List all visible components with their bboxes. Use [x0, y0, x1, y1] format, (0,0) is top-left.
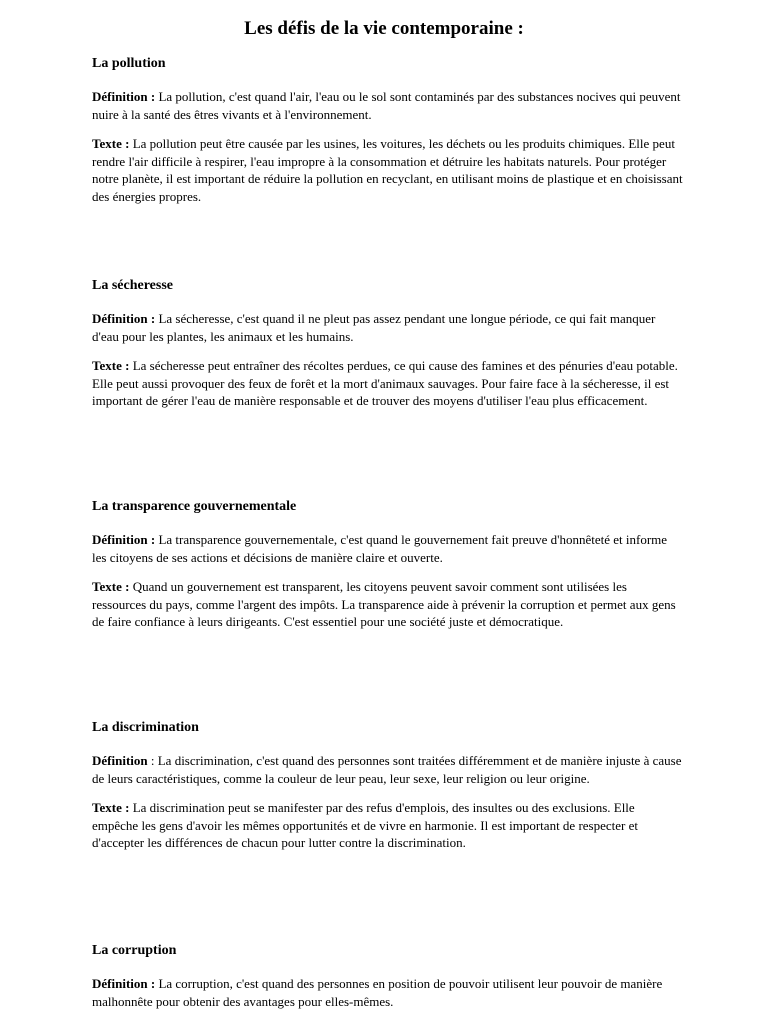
text-body: La sécheresse peut entraîner des récoltes perdues, ce qui cause des famines et des pénuries d'eau potable. Elle peut aussi provoquer des feux de forêt et la mort d'animaux sauvages. Pour faire face à la sécheresse, il est important de gérer l'eau de manière responsable et de trouver des moyens d'utiliser l'eau plus efficacement. [92, 358, 678, 408]
definition-text: La sécheresse, c'est quand il ne pleut pas assez pendant une longue période, ce qui fait manquer d'eau pour les plantes, les animaux et les humains. [92, 311, 656, 344]
section-heading: La pollution [92, 56, 166, 71]
definition-label: Définition : [92, 89, 156, 104]
definition-label: Définition : [92, 976, 156, 991]
definition-label: Définition : [92, 532, 156, 547]
text-label: Texte : [92, 800, 130, 815]
text-label: Texte : [92, 579, 130, 594]
definition-text: La transparence gouvernementale, c'est quand le gouvernement fait preuve d'honnêteté et informe les citoyens de ses actions et décisions de manière claire et ouverte. [92, 532, 668, 565]
section-heading: La discrimination [92, 720, 199, 735]
definition-label: Définition : [92, 311, 156, 326]
definition-text: : La discrimination, c'est quand des personnes sont traitées différemment et de manière injuste à cause de leurs caractéristiques, comme la couleur de leur peau, leur sexe, leur religion ou leur origine. [92, 753, 682, 786]
section-heading: La sécheresse [92, 278, 173, 293]
text-body: La discrimination peut se manifester par des refus d'emplois, des insultes ou des exclusions. Elle empêche les gens d'avoir les mêmes opportunités et de vivre en harmonie. Il est important de respecter et d'accepter les différences de chacun pour lutter contre la discrimination. [92, 800, 638, 850]
text-paragraph [92, 357, 684, 410]
text-paragraph [92, 135, 684, 205]
page-title: Les défis de la vie contemporaine : [244, 18, 524, 39]
definition-paragraph [92, 310, 684, 345]
section-discrimination [92, 719, 684, 864]
section-pollution [92, 55, 684, 217]
section-transparence [92, 498, 684, 643]
text-label: Texte : [92, 358, 130, 373]
text-paragraph [92, 578, 684, 631]
definition-paragraph [92, 531, 684, 566]
section-corruption [92, 942, 684, 1022]
section-heading: La corruption [92, 943, 177, 958]
definition-paragraph [92, 975, 684, 1010]
definition-text: La pollution, c'est quand l'air, l'eau ou le sol sont contaminés par des substances nocives qui peuvent nuire à la santé des êtres vivants et à l'environnement. [92, 89, 681, 122]
definition-paragraph [92, 88, 684, 123]
text-body: Quand un gouvernement est transparent, les citoyens peuvent savoir comment sont utilisées les ressources du pays, comme l'argent des impôts. La transparence aide à prévenir la corruption et permet aux gens de faire confiance à leurs dirigeants. C'est essentiel pour une société juste et démocratique. [92, 579, 676, 629]
section-secheresse [92, 277, 684, 422]
text-label: Texte : [92, 136, 130, 151]
section-heading: La transparence gouvernementale [92, 499, 297, 514]
text-body: La pollution peut être causée par les usines, les voitures, les déchets ou les produits chimiques. Elle peut rendre l'air difficile à respirer, l'eau impropre à la consommation et détruire les habitats naturels. Pour protéger notre planète, il est important de réduire la pollution en recyclant, en utilisant moins de plastique et en choisissant des énergies propres. [92, 136, 683, 204]
definition-label: Définition [92, 753, 148, 768]
definition-text: La corruption, c'est quand des personnes en position de pouvoir utilisent leur pouvoir de manière malhonnête pour obtenir des avantages pour elles-mêmes. [92, 976, 663, 1009]
definition-paragraph [92, 752, 684, 787]
text-paragraph [92, 799, 684, 852]
